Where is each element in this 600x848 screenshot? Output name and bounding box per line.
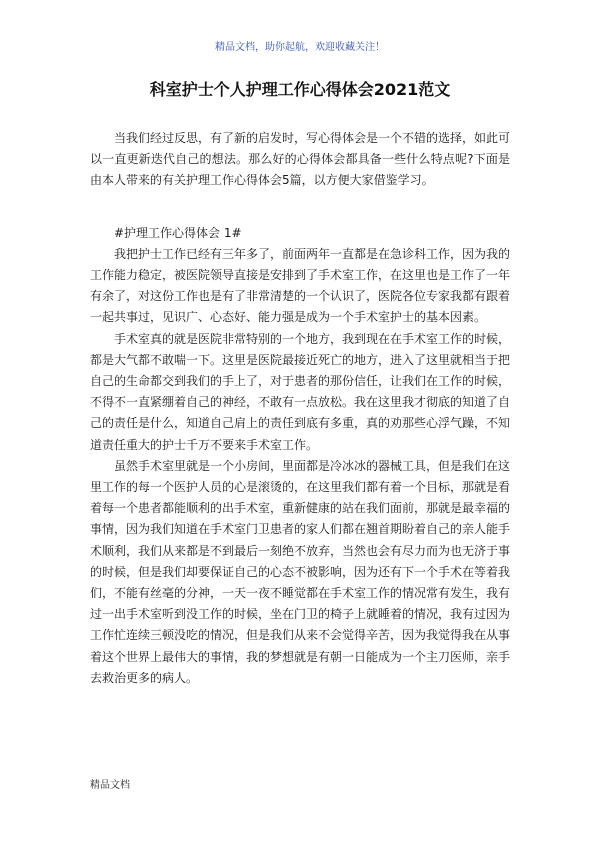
header-note: 精品文档，助你起航，欢迎收藏关注！	[215, 42, 385, 53]
body-paragraph-1: 我把护士工作已经有三年多了，前面两年一直都是在急诊科工作，因为我的工作能力稳定，被医院领导直接是安排到了手术室工作，在这里也是工作了一年有余了，对这份工作也是有了非常清楚的一个认识了，医院各位专家我都有跟着一起共事过，见识广、心态好、能力强是成为一个手术室护士的基本因素。	[90, 246, 511, 325]
section-heading: #护理工作心得体会 1#	[114, 225, 242, 240]
document-body	[90, 128, 510, 689]
paragraph-spacer	[90, 192, 510, 223]
document-title: 科室护士个人护理工作心得体会2021范文	[149, 80, 451, 99]
footer-note: 精品文档	[90, 780, 130, 791]
body-paragraph-2: 手术室真的就是医院非常特别的一个地方，我到现在在手术室工作的时候，都是大气都不敢喘一下。这里是医院最接近死亡的地方，进入了这里就相当于把自己的生命都交到我们的手上了，对于患者的那份信任，让我们在工作的时候，不得不一直紧绷着自己的神经，不敢有一点放松。我在这里我才彻底的知道了自己的责任是什么，知道自己肩上的责任到底有多重，真的劝那些心浮气躁，不知道责任重大的护士千万不要来手术室工作。	[90, 331, 511, 452]
body-paragraph-3: 虽然手术室里就是一个小房间，里面都是冷冰冰的器械工具，但是我们在这里工作的每一个医护人员的心是滚烫的，在这里我们都有着一个目标，那就是看着每一个患者都能顺利的出手术室，重新健康的站在我们面前，那就是最幸福的事情，因为我们知道在手术室门卫患者的家人们都在翘首期盼着自己的亲人能手术顺利，我们从来都是不到最后一刻绝不放弃，当然也会有尽力而为也无济于事的时候，但是我们却要保证自己的心态不被影响，因为还有下一个手术在等着我们，不能有丝毫的分神，一天一夜不睡觉都在手术室工作的情况常有发生，我有过一出手术室听到没工作的时候，坐在门卫的椅子上就睡着的情况，我有过因为工作忙连续三顿没吃的情况，但是我们从来不会觉得辛苦，因为我觉得我在从事着这个世界上最伟大的事情，我的梦想就是有朝一日能成为一个主刀医师，亲手去救治更多的病人。	[90, 458, 511, 685]
intro-paragraph: 当我们经过反思，有了新的启发时，写心得体会是一个不错的选择，如此可以一直更新迭代自己的想法。那么好的心得体会都具备一些什么特点呢?下面是由本人带来的有关护理工作心得体会5篇，以方便大家借鉴学习。	[90, 131, 511, 188]
